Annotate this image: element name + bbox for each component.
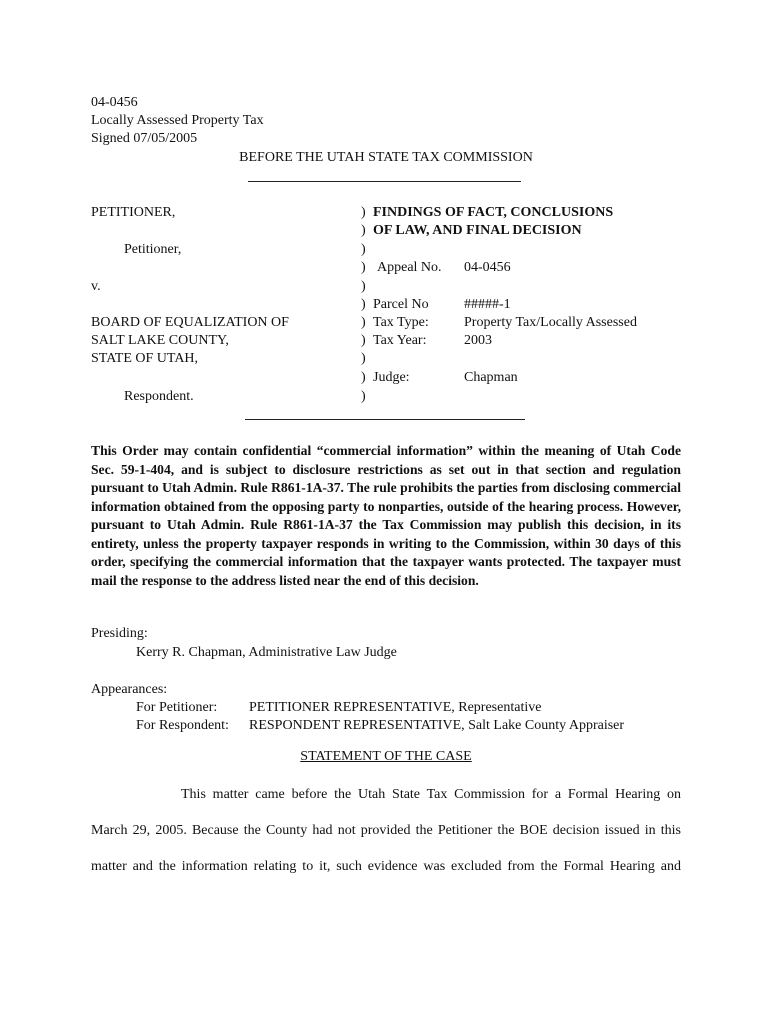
tax-type-label: Tax Type:	[373, 315, 429, 330]
statement-line-1: This matter came before the Utah State Tax Commission for a Formal Hearing on	[181, 787, 681, 802]
case-type: Locally Assessed Property Tax	[91, 113, 264, 128]
statement-heading: STATEMENT OF THE CASE	[300, 749, 472, 764]
respondent-line-3: STATE OF UTAH,	[91, 351, 199, 366]
paren: )	[361, 279, 366, 294]
for-petitioner-value: PETITIONER REPRESENTATIVE, Representative	[249, 700, 542, 715]
signed-date: Signed 07/05/2005	[91, 131, 198, 146]
tax-year-label: Tax Year:	[373, 333, 427, 348]
paren: )	[361, 389, 366, 404]
paren: )	[361, 351, 366, 366]
versus: v.	[91, 279, 101, 294]
statement-line-3: matter and the information relating to it, such evidence was excluded from the Formal Hearing and	[91, 859, 681, 874]
paren: )	[361, 242, 366, 257]
presiding-label: Presiding:	[91, 626, 148, 641]
paren: )	[361, 223, 366, 238]
paren: )	[361, 297, 366, 312]
paren: )	[361, 260, 366, 275]
parcel-value: #####-1	[464, 297, 511, 312]
appeal-value: 04-0456	[464, 260, 511, 275]
petitioner-role: Petitioner,	[124, 242, 182, 257]
title-divider	[248, 181, 521, 182]
appeal-label: Appeal No.	[377, 260, 442, 275]
confidentiality-notice: This Order may contain confidential “commercial information” within the meaning of Utah Code Sec. 59-1-404, and is subject to disclosure restrictions as set out in that section and regulation pursuant to Utah Admin. Rule R861-1A-37. The rule prohibits the parties from disclosing commercial information obtained from the opposing party to nonparties, outside of the hearing process. However, pursuant to Utah Admin. Rule R861-1A-37 the Tax Commission may publish this decision, in its entirety, unless the property taxpayer responds in writing to the Commission, within 30 days of this order, specifying the commercial information that the taxpayer wants protected. The taxpayer must mail the response to the address listed near the end of this decision.	[91, 443, 681, 588]
appearances-label: Appearances:	[91, 682, 168, 697]
for-respondent-label: For Respondent:	[136, 718, 229, 733]
for-petitioner-label: For Petitioner:	[136, 700, 218, 715]
petitioner-name: PETITIONER,	[91, 205, 176, 220]
case-number: 04-0456	[91, 95, 138, 110]
document-title-line-2: OF LAW, AND FINAL DECISION	[373, 223, 582, 238]
respondent-line-1: BOARD OF EQUALIZATION OF	[91, 315, 289, 330]
statement-line-2: March 29, 2005. Because the County had not provided the Petitioner the BOE decision issued in this	[91, 823, 681, 838]
paren: )	[361, 370, 366, 385]
paren: )	[361, 333, 366, 348]
document-title-line-1: FINDINGS OF FACT, CONCLUSIONS	[373, 205, 614, 220]
parcel-label: Parcel No	[373, 297, 429, 312]
caption-divider	[245, 419, 525, 420]
respondent-role: Respondent.	[124, 389, 194, 404]
paren: )	[361, 205, 366, 220]
tax-type-value: Property Tax/Locally Assessed	[464, 315, 637, 330]
for-respondent-value: RESPONDENT REPRESENTATIVE, Salt Lake County Appraiser	[249, 718, 625, 733]
paren: )	[361, 315, 366, 330]
tax-year-value: 2003	[464, 333, 492, 348]
judge-label: Judge:	[373, 370, 410, 385]
respondent-line-2: SALT LAKE COUNTY,	[91, 333, 229, 348]
judge-value: Chapman	[464, 370, 518, 385]
presiding-judge: Kerry R. Chapman, Administrative Law Judge	[136, 645, 397, 660]
commission-title: BEFORE THE UTAH STATE TAX COMMISSION	[239, 150, 533, 165]
